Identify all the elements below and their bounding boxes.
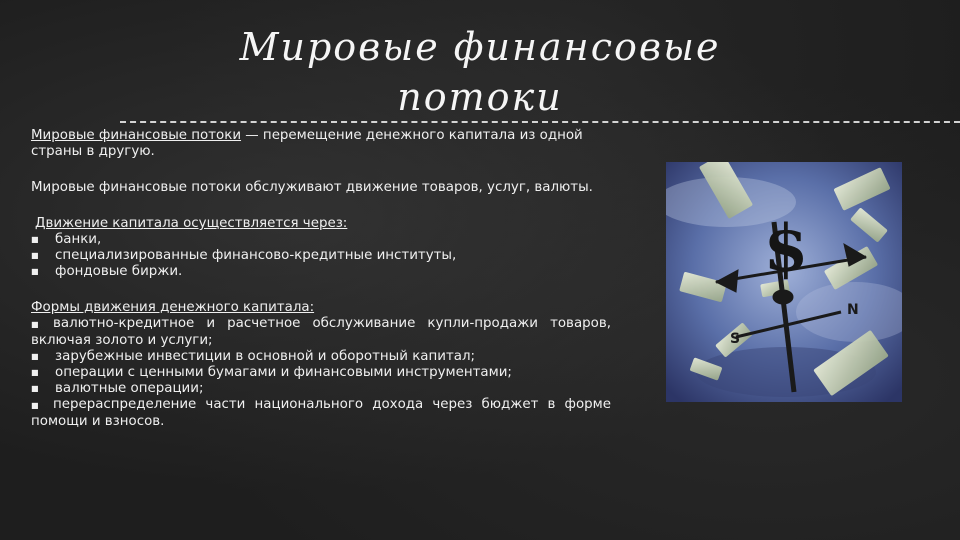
list-item: [31, 381, 611, 397]
services-paragraph: Мировые финансовые потоки обслуживают движение товаров, услуг, валюты.: [31, 180, 593, 195]
bullet-icon: ■: [31, 267, 39, 276]
section2-heading: Формы движения денежного капитала:: [31, 300, 315, 315]
definition-text: — перемещение денежного капитала из одной страны в другую.: [31, 128, 583, 159]
list-item: [31, 316, 611, 349]
weathervane-letter-n: N: [847, 302, 859, 318]
bullet-icon: ■: [31, 401, 39, 410]
list-item: [31, 232, 611, 248]
list-item-text: операции с ценными бумагами и финансовыми инструментами;: [55, 365, 512, 380]
section1-heading: Движение капитала осуществляется через:: [35, 216, 348, 231]
list-item-text: специализированные финансово-кредитные институты,: [55, 248, 457, 263]
list-item-text: валютные операции;: [55, 381, 204, 396]
bullet-icon: ■: [31, 352, 39, 361]
list-item-text: валютно-кредитное и расчетное обслуживание купли-продажи товаров, включая золото и услуги;: [31, 316, 611, 348]
bullet-icon: ■: [31, 368, 39, 377]
bullet-icon: ■: [31, 384, 39, 393]
list-item-text: фондовые биржи.: [55, 264, 183, 279]
list-item: [31, 397, 611, 430]
definition-paragraph: [31, 128, 611, 160]
title-divider: [120, 121, 960, 123]
slide-body: [31, 128, 611, 430]
dollar-weathervane-illustration: [666, 162, 902, 402]
bullet-icon: ■: [31, 320, 39, 329]
list-item: [31, 365, 611, 381]
bullet-icon: ■: [31, 235, 39, 244]
list-item: [31, 248, 611, 264]
bullet-icon: ■: [31, 251, 39, 260]
list-item: [31, 349, 611, 365]
definition-term: Мировые финансовые потоки: [31, 128, 242, 143]
weathervane-letter-s: S: [730, 331, 741, 347]
list-item-text: банки,: [55, 232, 102, 247]
list-item: [31, 264, 611, 280]
list-item-text: перераспределение части национального дохода через бюджет в форме помощи и взносов.: [31, 397, 611, 429]
svg-text:$: $: [763, 211, 809, 286]
list-item-text: зарубежные инвестиции в основной и оборотный капитал;: [55, 349, 476, 364]
slide-title: Мировые финансовые потоки: [239, 25, 721, 119]
